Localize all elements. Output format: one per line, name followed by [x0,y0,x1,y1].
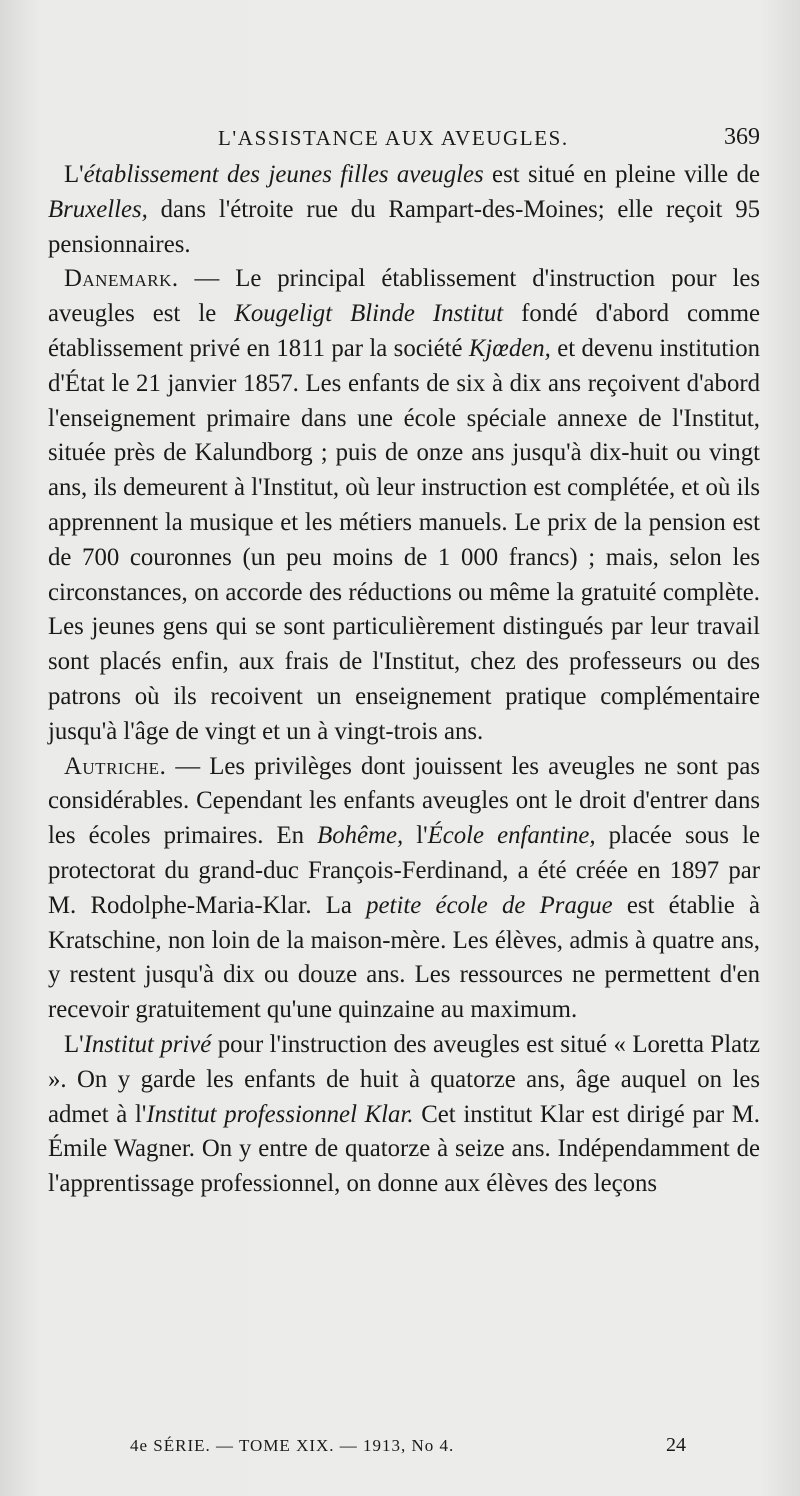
italic-text: École enfantine, [427,822,596,850]
body-text [48,158,760,1202]
text-run: et devenu institution d'État le 21 janvier 1857. Les enfants de six à dix ans reçoivent d'abord l'enseignement primaire dans une école spéciale annexe de l'Institut, située près de Kalundborg ; puis de onze ans jusqu'à dix-huit ou vingt ans, ils demeurent à l'Institut, où leur instruction est complétée, et où ils apprennent la musique et les métiers manuels. Le prix de la pension est de 700 couronnes (un peu moins de 1 000 francs) ; mais, selon les circonstances, on accorde des réductions ou même la gratuité complète. Les jeunes gens qui se sont particulièrement distingués par leur travail sont placés enfin, aux frais de l'Institut, chez des professeurs ou des patrons où ils recoivent un enseignement pratique complémentaire jusqu'à l'âge de vingt et un à vingt-trois ans. [48,334,760,745]
running-head: L'ASSISTANCE AUX AVEUGLES. [218,126,569,150]
paragraph-denmark [48,262,760,749]
text-run: — Le principal établissement d'instruction pour les aveugles est le [48,265,760,328]
italic-text: Institut professionnel Klar. [146,1100,414,1128]
section-heading: Danemark. [64,265,179,293]
page-header [48,122,760,158]
text-run: l' [403,822,428,850]
text-run: dans l'étroite rue du Rampart-des-Moines; elle reçoit 95 pensionnaires. [48,195,760,258]
text-run: pour l'instruction des aveugles est situé « Loretta Platz ». On y garde les enfants de huit à quatorze ans, âge auquel on les admet à l' [48,1030,760,1128]
series-info: 4e SÉRIE. — TOME XIX. — 1913, No 4. [130,1436,455,1455]
text-run: L' [64,1030,84,1058]
italic-text: établissement des jeunes filles aveugles [83,161,484,188]
text-run: Cet institut Klar est dirigé par M. Émile Wagner. On y entre de quatorze à seize ans. Indépendamment de l'apprentissage professionnel, on donne aux élèves des leçons [48,1100,760,1198]
text-run: L' [64,161,84,188]
paragraph-private-institute [48,1028,760,1202]
text-run: est établie à Kratschine, non loin de la maison-mère. Les élèves, admis à quatre ans, y restent jusqu'à dix ou douze ans. Les ressources ne permettent d'en recevoir gratuitement qu'une quinzaine au maximum. [48,891,760,1024]
paragraph-brussels [48,158,760,262]
italic-text: Bruxelles, [48,195,148,223]
text-run: — Les privilèges dont jouissent les aveugles ne sont pas considérables. Cependant les enfants aveugles ont le droit d'entrer dans les écoles primaires. En [48,752,760,850]
italic-text: Bohême, [317,822,404,850]
signature-mark: 24 [666,1434,686,1456]
italic-text: Institut privé [83,1030,212,1058]
page-number: 369 [724,124,760,150]
text-run: placée sous le protectorat du grand-duc François-Ferdinand, a été créée en 1897 par M. Rodolphe-Maria-Klar. La [48,822,760,919]
text-run: est situé en pleine ville de [483,161,760,188]
italic-text: Kjœden, [468,334,551,362]
section-heading: Autriche. [64,752,167,780]
text-run: fondé d'abord comme établissement privé en 1811 par la société [48,300,760,362]
italic-text: petite école de Prague [366,891,613,919]
paragraph-austria [48,750,760,1028]
italic-text: Kougeligt Blinde Institut [234,300,504,328]
page-footer [120,1436,686,1466]
